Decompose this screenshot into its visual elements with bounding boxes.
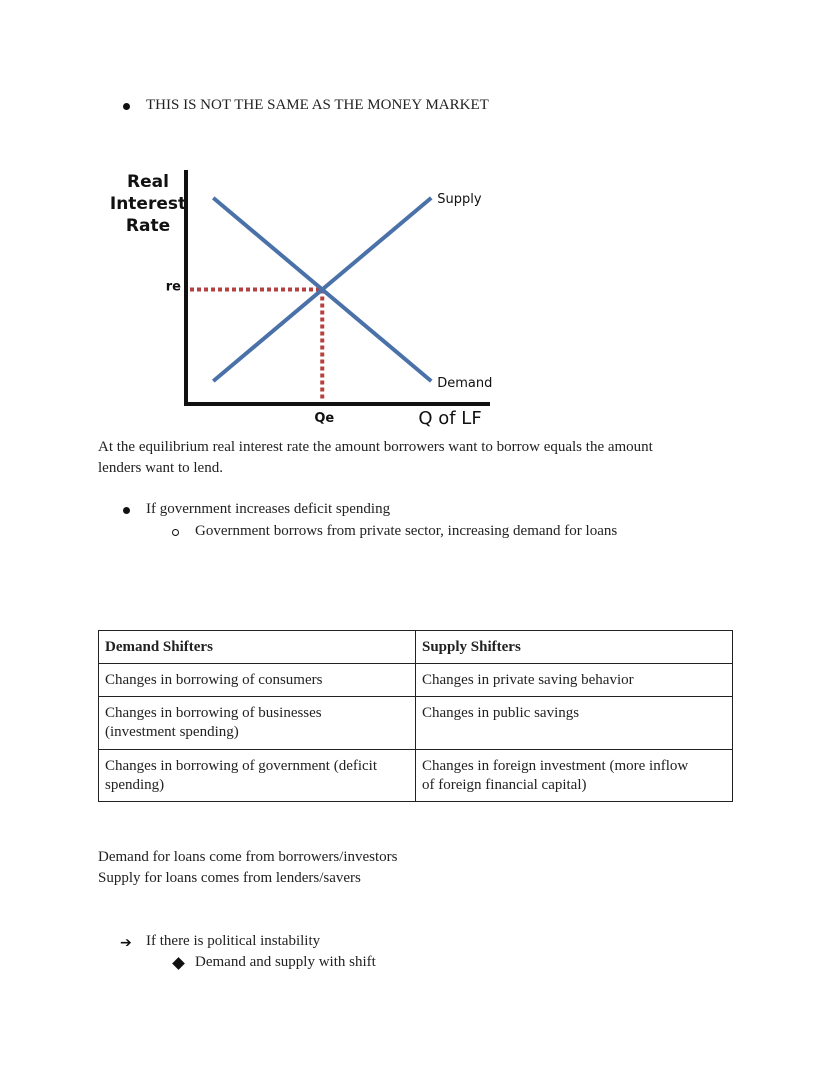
cell-line: (investment spending)	[105, 724, 239, 740]
bullet-icon	[123, 507, 130, 514]
shifters-table	[98, 630, 733, 802]
cell-line: Changes in public savings	[422, 705, 580, 721]
arrow-right-icon: ➔	[120, 935, 132, 951]
x-axis-label: Q of LF	[418, 408, 482, 429]
demand-label: Demand	[437, 376, 493, 392]
y-axis-label-line: Rate	[125, 216, 171, 236]
demand-shifters-header: Demand Shifters	[99, 631, 416, 664]
cell-line: Changes in private saving behavior	[422, 672, 634, 688]
cell-line: Changes in borrowing of businesses	[105, 705, 322, 721]
loanable-funds-chart	[0, 0, 828, 440]
table-cell	[416, 697, 733, 750]
cell-line: Changes in borrowing of consumers	[105, 672, 323, 688]
cell-line: Changes in borrowing of government (deficit	[105, 758, 378, 774]
table-cell	[99, 697, 416, 750]
equilibrium-rate-label: re	[165, 279, 181, 295]
table-row	[99, 750, 733, 802]
supply-shifters-header: Supply Shifters	[416, 631, 733, 664]
demand-note: Demand for loans come from borrowers/investors	[98, 849, 398, 865]
instability-bullet: If there is political instability	[146, 933, 321, 949]
y-axis-label-line: Interest	[109, 194, 187, 214]
instability-sub-bullet: Demand and supply with shift	[195, 954, 376, 970]
table-cell	[99, 750, 416, 802]
sub-bullet-icon	[172, 529, 179, 536]
diamond-bullet-icon	[172, 957, 185, 970]
equilibrium-quantity-label: Qe	[314, 411, 335, 426]
y-axis-label	[110, 172, 186, 236]
loans-notes	[98, 847, 398, 889]
cell-line: spending)	[105, 777, 165, 793]
table-cell	[416, 664, 733, 697]
supply-label: Supply	[437, 191, 482, 207]
table-cell	[416, 750, 733, 802]
gov-bullet: If government increases deficit spending	[146, 501, 391, 517]
table-cell	[99, 664, 416, 697]
cell-line: of foreign financial capital)	[422, 777, 587, 793]
caption-line: At the equilibrium real interest rate the amount borrowers want to borrow equals the amount	[98, 439, 653, 455]
table-row	[99, 664, 733, 697]
table-row	[99, 697, 733, 750]
caption-line: lenders want to lend.	[98, 460, 223, 476]
y-axis-label-line: Real	[127, 172, 169, 192]
top-note: THIS IS NOT THE SAME AS THE MONEY MARKET	[146, 97, 489, 113]
supply-note: Supply for loans comes from lenders/savers	[98, 870, 361, 886]
table-header-row	[99, 631, 733, 664]
cell-line: Changes in foreign investment (more inflow	[422, 758, 689, 774]
gov-sub-bullet: Government borrows from private sector, increasing demand for loans	[195, 523, 618, 539]
equilibrium-caption	[98, 437, 653, 479]
